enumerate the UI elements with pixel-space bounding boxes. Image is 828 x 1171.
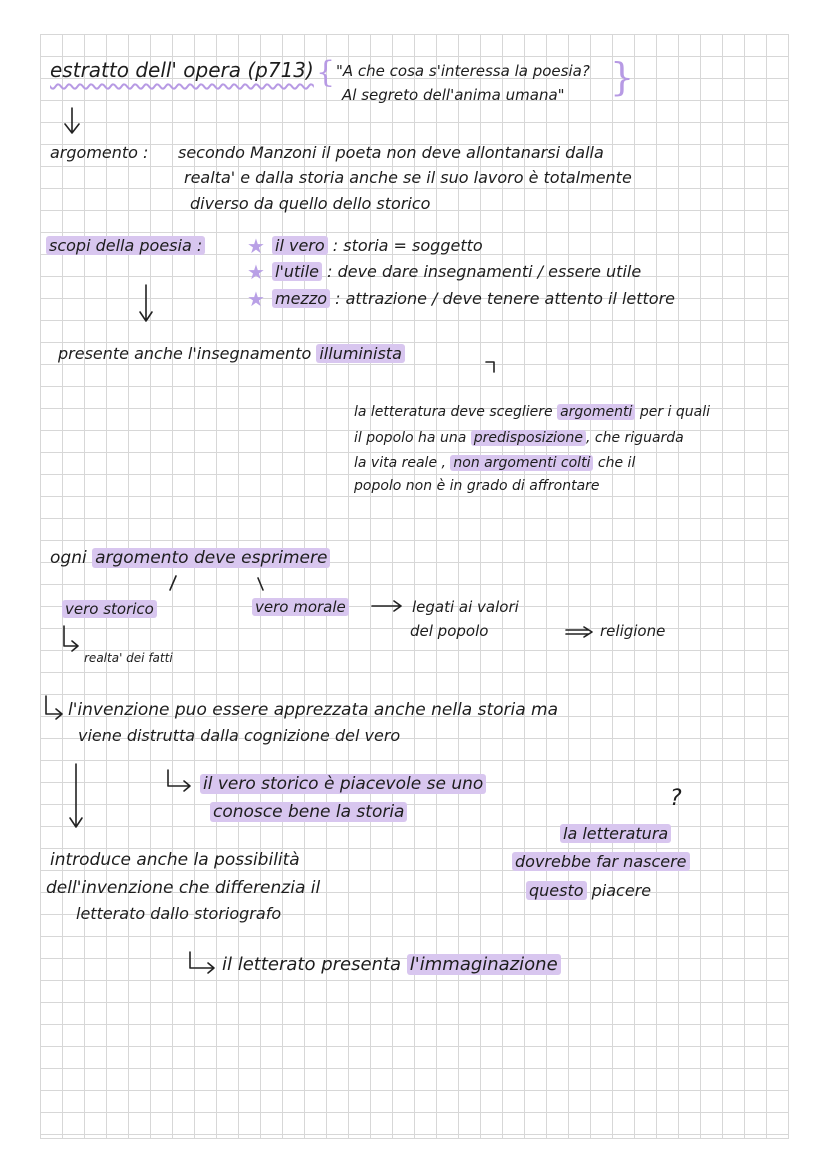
star-icon: ★ xyxy=(247,260,265,284)
text-span: piacere xyxy=(591,881,652,900)
hook-arrow-icon xyxy=(190,952,214,973)
quote-line-2: Al segreto dell'anima umana" xyxy=(342,86,565,104)
text-span: il popolo ha una xyxy=(354,430,467,446)
introduce-line-2: dell'invenzione che differenzia il xyxy=(46,878,321,898)
presente-prefix: presente anche l'insegnamento xyxy=(58,344,312,363)
legati-line-1: legati ai valori xyxy=(412,598,519,616)
text-span: che il xyxy=(597,455,636,471)
star-icon: ★ xyxy=(247,234,265,258)
right-arrow-icon xyxy=(372,601,401,611)
scopo-text: : storia = soggetto xyxy=(332,236,483,255)
scopo-text: : deve dare insegnamenti / essere utile xyxy=(327,262,642,281)
introduce-line-1: introduce anche la possibilità xyxy=(50,850,300,870)
down-arrow-icon xyxy=(140,285,152,321)
argomento-line-3: diverso da quello dello storico xyxy=(190,194,431,213)
quote-line-1: "A che cosa s'interessa la poesia? xyxy=(336,62,590,80)
non-argomenti-colti-highlight: non argomenti colti xyxy=(450,455,593,471)
text-span: , che riguarda xyxy=(586,430,684,446)
text-span: per i quali xyxy=(639,404,710,420)
text-span: il letterato presenta xyxy=(222,954,402,975)
letteratura-line-4: popolo non è in grado di affrontare xyxy=(354,478,600,494)
final-line xyxy=(222,956,561,974)
illuminista-highlight: illuminista xyxy=(316,344,405,363)
left-brace-icon: { xyxy=(316,55,336,90)
introduce-line-3: letterato dallo storiografo xyxy=(76,904,282,923)
invenzione-line-2: viene distrutta dalla cognizione del vero xyxy=(78,726,401,745)
scopo-key: l'utile xyxy=(272,262,322,281)
right-brace-icon: } xyxy=(610,55,635,99)
immaginazione-highlight: l'immaginazione xyxy=(407,954,561,975)
double-arrow-icon xyxy=(566,627,592,637)
scopi-label-text: scopi della poesia : xyxy=(46,236,205,255)
scopo-key: il vero xyxy=(272,236,328,255)
argomento-line-2: realta' e dalla storia anche se il suo lavoro è totalmente xyxy=(184,168,632,187)
dovrebbe-far-nascere-highlight: dovrebbe far nascere xyxy=(512,852,690,871)
sub-line-2 xyxy=(210,804,407,821)
text-span: la letteratura deve scegliere xyxy=(354,404,553,420)
la-letteratura-highlight: la letteratura xyxy=(560,824,671,843)
scopo-key: mezzo xyxy=(272,289,330,308)
religione: religione xyxy=(600,622,666,640)
bracket-icon xyxy=(486,362,494,372)
hook-arrow-icon xyxy=(168,770,190,791)
conosce-storia-highlight: conosce bene la storia xyxy=(210,802,407,822)
questo-highlight: questo xyxy=(526,881,587,900)
scopo-text: : attrazione / deve tenere attento il lettore xyxy=(335,289,676,308)
star-icon: ★ xyxy=(247,287,265,311)
branch-right-line xyxy=(258,578,263,590)
vero-morale xyxy=(252,600,349,615)
hook-arrow-icon xyxy=(64,626,78,651)
page-title: estratto dell' opera (p713) xyxy=(50,58,314,82)
question-line-3 xyxy=(526,883,651,899)
question-line-1 xyxy=(560,826,671,842)
branch-left-line xyxy=(170,576,176,590)
argomenti-highlight: argomenti xyxy=(557,404,635,420)
argomento-deve-esprimere-highlight: argomento deve esprimere xyxy=(92,548,330,568)
vero-storico-highlight: vero storico xyxy=(62,600,157,618)
question-line-2 xyxy=(512,854,690,870)
argomento-label: argomento : xyxy=(50,143,149,162)
invenzione-line-1: l'invenzione puo essere apprezzata anche nella storia ma xyxy=(68,700,559,720)
down-arrow-icon xyxy=(70,764,82,827)
letteratura-line-2 xyxy=(354,431,684,445)
text-span: ogni xyxy=(50,548,87,568)
scopo-item-1 xyxy=(272,238,483,254)
scopo-item-2 xyxy=(272,264,641,280)
letteratura-line-1 xyxy=(354,405,710,419)
down-arrow-icon xyxy=(65,108,79,133)
scopi-label xyxy=(46,238,205,254)
scopo-item-3 xyxy=(272,291,675,307)
realta-dei-fatti: realta' dei fatti xyxy=(84,651,173,665)
vero-storico-piacevole-highlight: il vero storico è piacevole se uno xyxy=(200,774,486,794)
argomento-line-1: secondo Manzoni il poeta non deve allontanarsi dalla xyxy=(178,143,604,162)
sub-line-1 xyxy=(200,776,486,793)
predisposizione-highlight: predisposizione xyxy=(471,430,586,446)
vero-morale-highlight: vero morale xyxy=(252,598,349,616)
question-mark-icon: ? xyxy=(670,786,682,811)
ogni-line xyxy=(50,550,330,567)
hook-arrow-icon xyxy=(46,696,62,719)
vero-storico xyxy=(62,602,157,617)
legati-line-2: del popolo xyxy=(410,622,489,640)
presente-line xyxy=(58,346,405,362)
text-span: la vita reale , xyxy=(354,455,446,471)
letteratura-line-3 xyxy=(354,456,635,470)
